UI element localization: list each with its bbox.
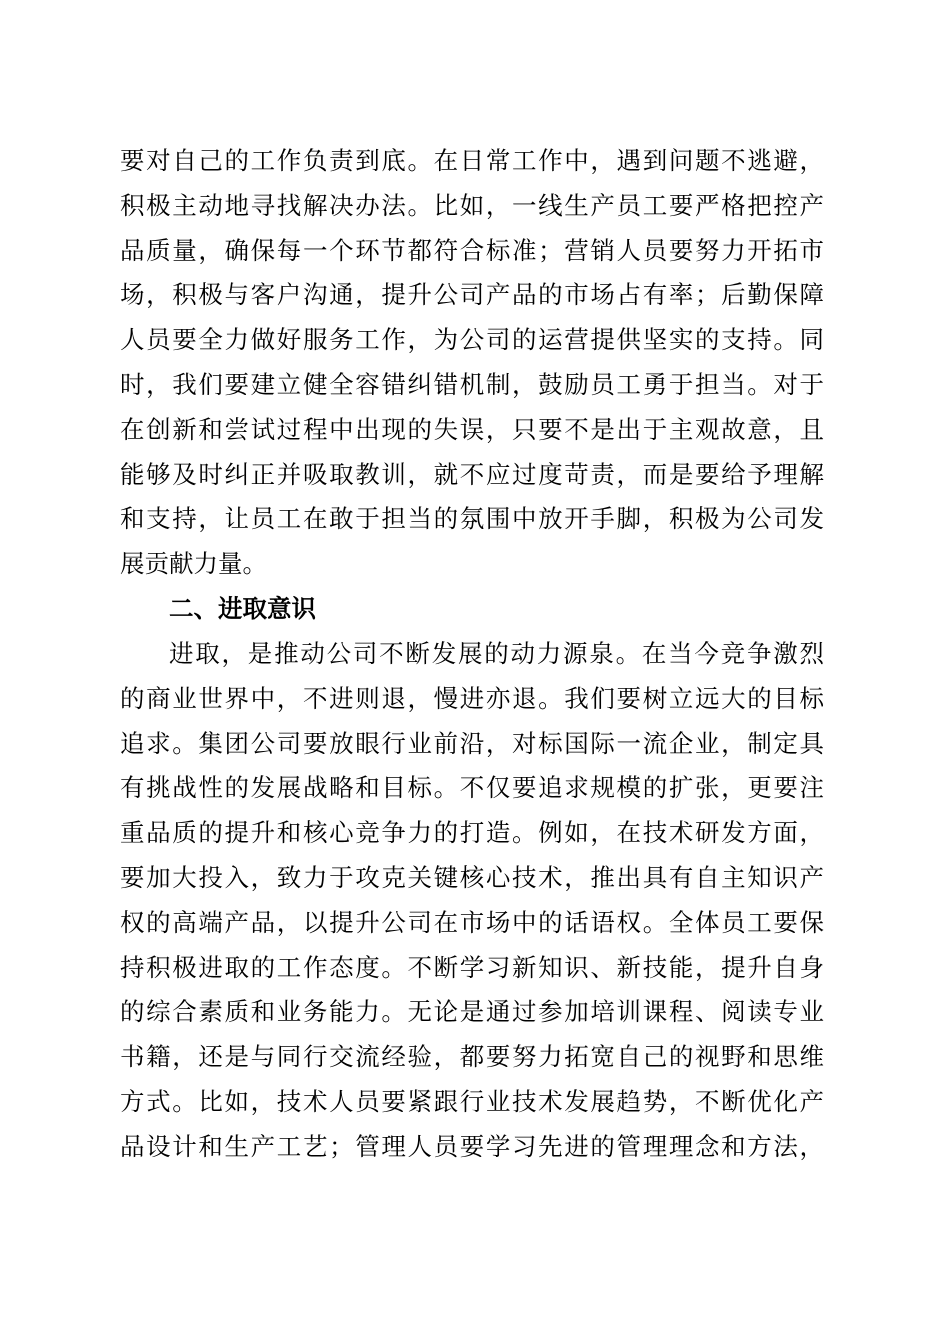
text-line: 要对自己的工作负责到底。在日常工作中，遇到问题不逃避， bbox=[120, 146, 824, 175]
text-line: 的商业世界中，不进则退，慢进亦退。我们要树立远大的目标 bbox=[120, 683, 824, 713]
text-line: 在创新和尝试过程中出现的失误，只要不是出于主观故意，且 bbox=[120, 414, 824, 444]
text-line: 品设计和生产工艺；管理人员要学习先进的管理理念和方法， bbox=[120, 1131, 824, 1161]
text-line: 有挑战性的发展战略和目标。不仅要追求规模的扩张，更要注 bbox=[120, 773, 824, 803]
text-line: 书籍，还是与同行交流经验，都要努力拓宽自己的视野和思维 bbox=[120, 1042, 824, 1072]
text-line: 能够及时纠正并吸取教训，就不应过度苛责，而是要给予理解 bbox=[120, 459, 824, 489]
text-line: 要加大投入，致力于攻克关键核心技术，推出具有自主知识产 bbox=[120, 862, 824, 892]
text-line: 展贡献力量。 bbox=[120, 549, 267, 579]
text-line: 时，我们要建立健全容错纠错机制，鼓励员工勇于担当。对于 bbox=[120, 369, 824, 399]
text-line: 追求。集团公司要放眼行业前沿，对标国际一流企业，制定具 bbox=[120, 728, 824, 758]
text-line: 重品质的提升和核心竞争力的打造。例如，在技术研发方面， bbox=[120, 818, 824, 848]
paragraph-responsibility bbox=[120, 139, 824, 587]
text-line: 持积极进取的工作态度。不断学习新知识、新技能，提升自身 bbox=[120, 952, 824, 982]
text-line: 方式。比如，技术人员要紧跟行业技术发展趋势，不断优化产 bbox=[120, 1086, 824, 1116]
text-line: 品质量，确保每一个环节都符合标准；营销人员要努力开拓市 bbox=[120, 235, 824, 265]
section-heading: 二、进取意识 bbox=[169, 594, 316, 623]
text-line: 人员要全力做好服务工作，为公司的运营提供坚实的支持。同 bbox=[120, 325, 824, 355]
text-line: 和支持，让员工在敢于担当的氛围中放开手脚，积极为公司发 bbox=[120, 504, 824, 534]
text-line: 权的高端产品，以提升公司在市场中的话语权。全体员工要保 bbox=[120, 907, 824, 937]
paragraph-enterprising bbox=[120, 632, 824, 1170]
text-line: 场，积极与客户沟通，提升公司产品的市场占有率；后勤保障 bbox=[120, 280, 824, 310]
text-line: 的综合素质和业务能力。无论是通过参加培训课程、阅读专业 bbox=[120, 997, 824, 1027]
text-line: 积极主动地寻找解决办法。比如，一线生产员工要严格把控产 bbox=[120, 190, 824, 220]
text-line: 进取，是推动公司不断发展的动力源泉。在当今竞争激烈 bbox=[169, 639, 824, 668]
